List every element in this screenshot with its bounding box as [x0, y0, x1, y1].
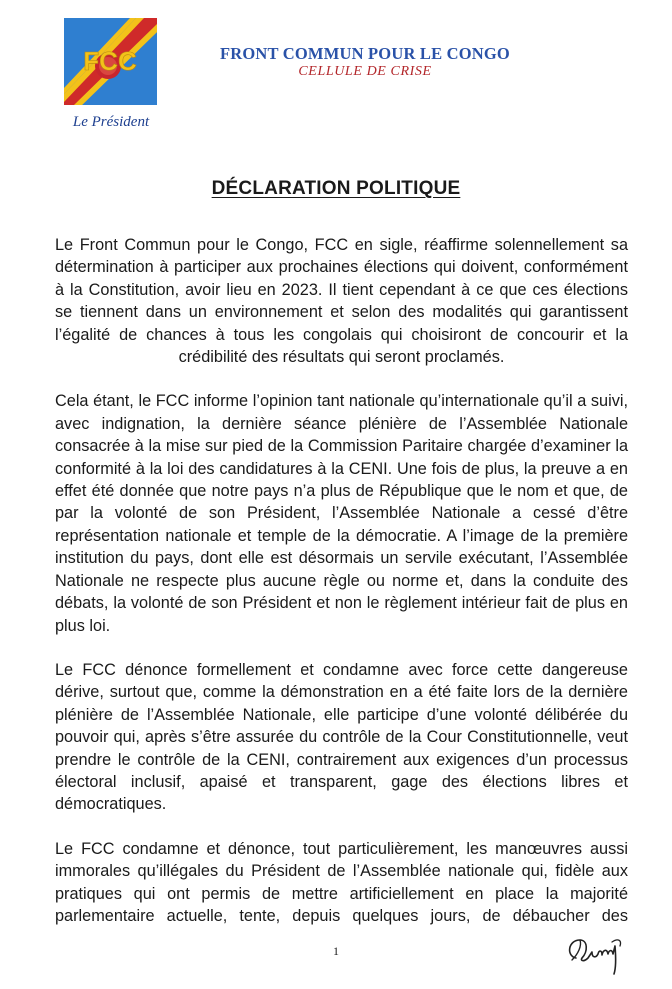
organization-cell: CELLULE DE CRISE — [298, 64, 432, 79]
paragraph-4: Le FCC condamne et dénonce, tout particulièrement, les manœuvres aussi immorales qu’illégales du Président de l’Assemblée nationale qui, fidèle aux pratiques qui ont permis de mettre artificiellement en place la majorité parlementaire actuelle, tente, depuis quelques jours, de débaucher des — [55, 839, 628, 925]
document-title: DÉCLARATION POLITIQUE — [211, 178, 461, 199]
paragraph-2: Cela étant, le FCC informe l’opinion tant nationale qu’internationale qu’il a suivi, avec indignation, la dernière séance plénière de l’Assemblée Nationale consacrée à la mise sur pied de la Commission Paritaire chargée d’examiner la conformité à la loi des candidatures à la CENI. Une fois de plus, la preuve a en effet été donnée que notre pays n’a plus de République que le nom et que, de par la volonté de son Président, l’Assemblée Nationale a cessé d’être représentation nationale et temple de la démocratie. A l’image de la première institution du pays, dont elle est désormais un servile exécutant, l’Assemblée Nationale ne respecte plus aucune règle ou norme et, dans la conduite des débats, la volonté de son Président et non le règlement intérieur fait de plus en plus loi. — [55, 392, 628, 635]
document-body — [55, 234, 628, 927]
logo-text: FCC — [83, 46, 137, 76]
paragraph-1: Le Front Commun pour le Congo, FCC en sigle, réaffirme solennellement sa détermination à participer aux prochaines élections qui doivent, conformément à la Constitution, avoir lieu en 2023. Il tient cependant à ce que ces élections se tiennent dans un environnement et selon des modalités qui garantissent l’égalité de chances à tous les congolais qui choisiront de concourir et la crédibilité des résultats qui seront proclamés. — [55, 236, 628, 367]
fcc-logo — [64, 18, 157, 105]
page-number: 1 — [333, 944, 339, 958]
organization-name: FRONT COMMUN POUR LE CONGO — [220, 44, 510, 63]
signature — [562, 928, 632, 976]
logo-caption: Le Président — [72, 114, 150, 130]
paragraph-3: Le FCC dénonce formellement et condamne avec force cette dangereuse dérive, surtout que, comme la démonstration en a été faite lors de la dernière plénière de l’Assemblée Nationale, elle participe d’une volonté délibérée du pouvoir qui, après s’être assurée du contrôle de la Cour Constitutionnelle, veut prendre le contrôle de la CENI, contrairement aux exigences d’un processus électoral inclusif, apaisé et transparent, gage des élections libres et démocratiques. — [55, 660, 628, 814]
